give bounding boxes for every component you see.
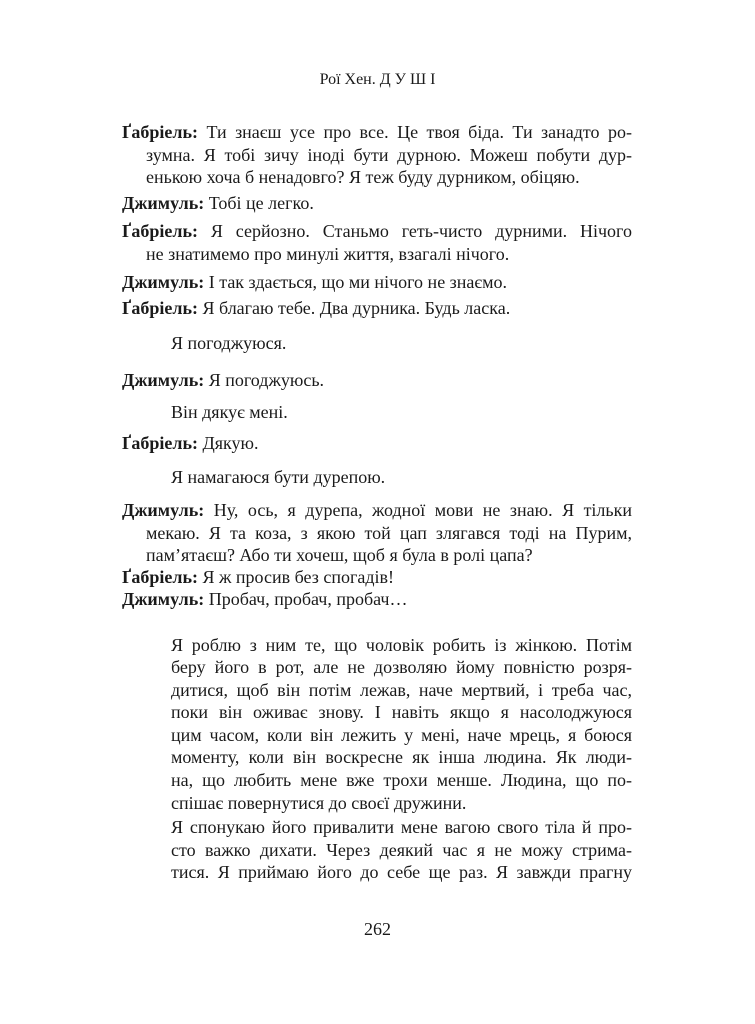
speaker-name: Ґабріель: [122, 298, 198, 318]
line-text: енькою хоча б ненадовго? Я теж буду дурником, обіцяю. [146, 167, 580, 187]
running-header: Рої Хен. Д У Ш І [319, 71, 436, 88]
text-line [171, 724, 632, 746]
speaker-name: Ґабріель: [122, 221, 198, 241]
text-line [171, 656, 632, 678]
text-line [146, 166, 632, 188]
line-text: Він дякує мені. [171, 402, 288, 422]
text-line [171, 401, 632, 423]
line-text: на, що любить мене вже трохи менше. Людина, що по- [171, 770, 632, 790]
text-line [122, 499, 632, 521]
line-text: спішає повернутися до своєї дружини. [171, 793, 467, 813]
line-text: Ти знаєш усе про все. Це твоя біда. Ти занадто ро- [206, 122, 633, 142]
text-line [146, 243, 632, 265]
line-text: зумна. Я тобі зичу іноді бути дурною. Можеш побути дур- [146, 145, 632, 165]
line-text: Я спонукаю його привалити мене вагою свого тіла й про- [171, 817, 632, 837]
line-text: Дякую. [202, 433, 259, 453]
speaker-name: Ґабріель: [122, 122, 198, 142]
text-line [171, 839, 632, 861]
speaker-name: Ґабріель: [122, 567, 198, 587]
speaker-name: Джимуль: [122, 272, 205, 292]
line-text: Пробач, пробач, пробач… [208, 589, 408, 609]
text-line [171, 816, 632, 838]
text-line [171, 332, 632, 354]
line-text: І так здається, що ми нічого не знаємо. [208, 272, 508, 292]
line-text: Я благаю тебе. Два дурника. Будь ласка. [202, 298, 511, 318]
text-line [122, 220, 632, 242]
speaker-name: Джимуль: [122, 193, 205, 213]
speaker-name: Джимуль: [122, 589, 205, 609]
line-text: не знатимемо про минулі життя, взагалі нічого. [146, 244, 510, 264]
text-line [122, 432, 632, 454]
text-line [122, 588, 632, 610]
line-text: дитися, щоб він потім лежав, наче мертвий, і треба час, [171, 680, 632, 700]
text-line [171, 466, 632, 488]
text-line [171, 769, 632, 791]
text-line [171, 679, 632, 701]
text-line [122, 121, 632, 143]
text-line [122, 369, 632, 391]
line-text: Ну, ось, я дурепа, жодної мови не знаю. Я тільки [213, 500, 632, 520]
text-line [122, 566, 632, 588]
text-line [122, 297, 632, 319]
text-line [171, 746, 632, 768]
line-text: Я ж просив без спогадів! [202, 567, 395, 587]
line-text: мекаю. Я та коза, з якою той цап злягався тоді на Пурим, [146, 523, 632, 543]
text-line [122, 192, 632, 214]
line-text: цим часом, коли він лежить у мені, наче мрець, я боюся [171, 725, 632, 745]
speaker-name: Джимуль: [122, 370, 205, 390]
line-text: Я погоджуюся. [171, 333, 287, 353]
line-text: Я погоджуюсь. [208, 370, 325, 390]
line-text: Тобі це легко. [208, 193, 314, 213]
text-line [171, 634, 632, 656]
line-text: Я намагаюся бути дурепою. [171, 467, 386, 487]
text-line [122, 271, 632, 293]
speaker-name: Джимуль: [122, 500, 205, 520]
line-text: Я серйозно. Станьмо геть-чисто дурними. Нічого [210, 221, 632, 241]
text-line [146, 522, 632, 544]
text-line [171, 792, 632, 814]
line-text: сто важко дихати. Через деякий час я не можу стрима- [171, 840, 632, 860]
line-text: пам’ятаєш? Або ти хочеш, щоб я була в ролі цапа? [146, 545, 533, 565]
text-line [146, 144, 632, 166]
text-line [171, 701, 632, 723]
line-text: моменту, коли він воскресне як інша людина. Як люди- [171, 747, 632, 767]
text-line [146, 544, 632, 566]
line-text: тися. Я приймаю його до себе ще раз. Я завжди прагну [171, 862, 632, 882]
line-text: беру його в рот, але не дозволяю йому повністю розря- [171, 657, 632, 677]
speaker-name: Ґабріель: [122, 433, 198, 453]
line-text: поки він оживає знову. І навіть якщо я насолоджуюся [171, 702, 632, 722]
text-line [171, 861, 632, 883]
page-number: 262 [364, 919, 391, 939]
line-text: Я роблю з ним те, що чоловік робить із жінкою. Потім [171, 635, 632, 655]
